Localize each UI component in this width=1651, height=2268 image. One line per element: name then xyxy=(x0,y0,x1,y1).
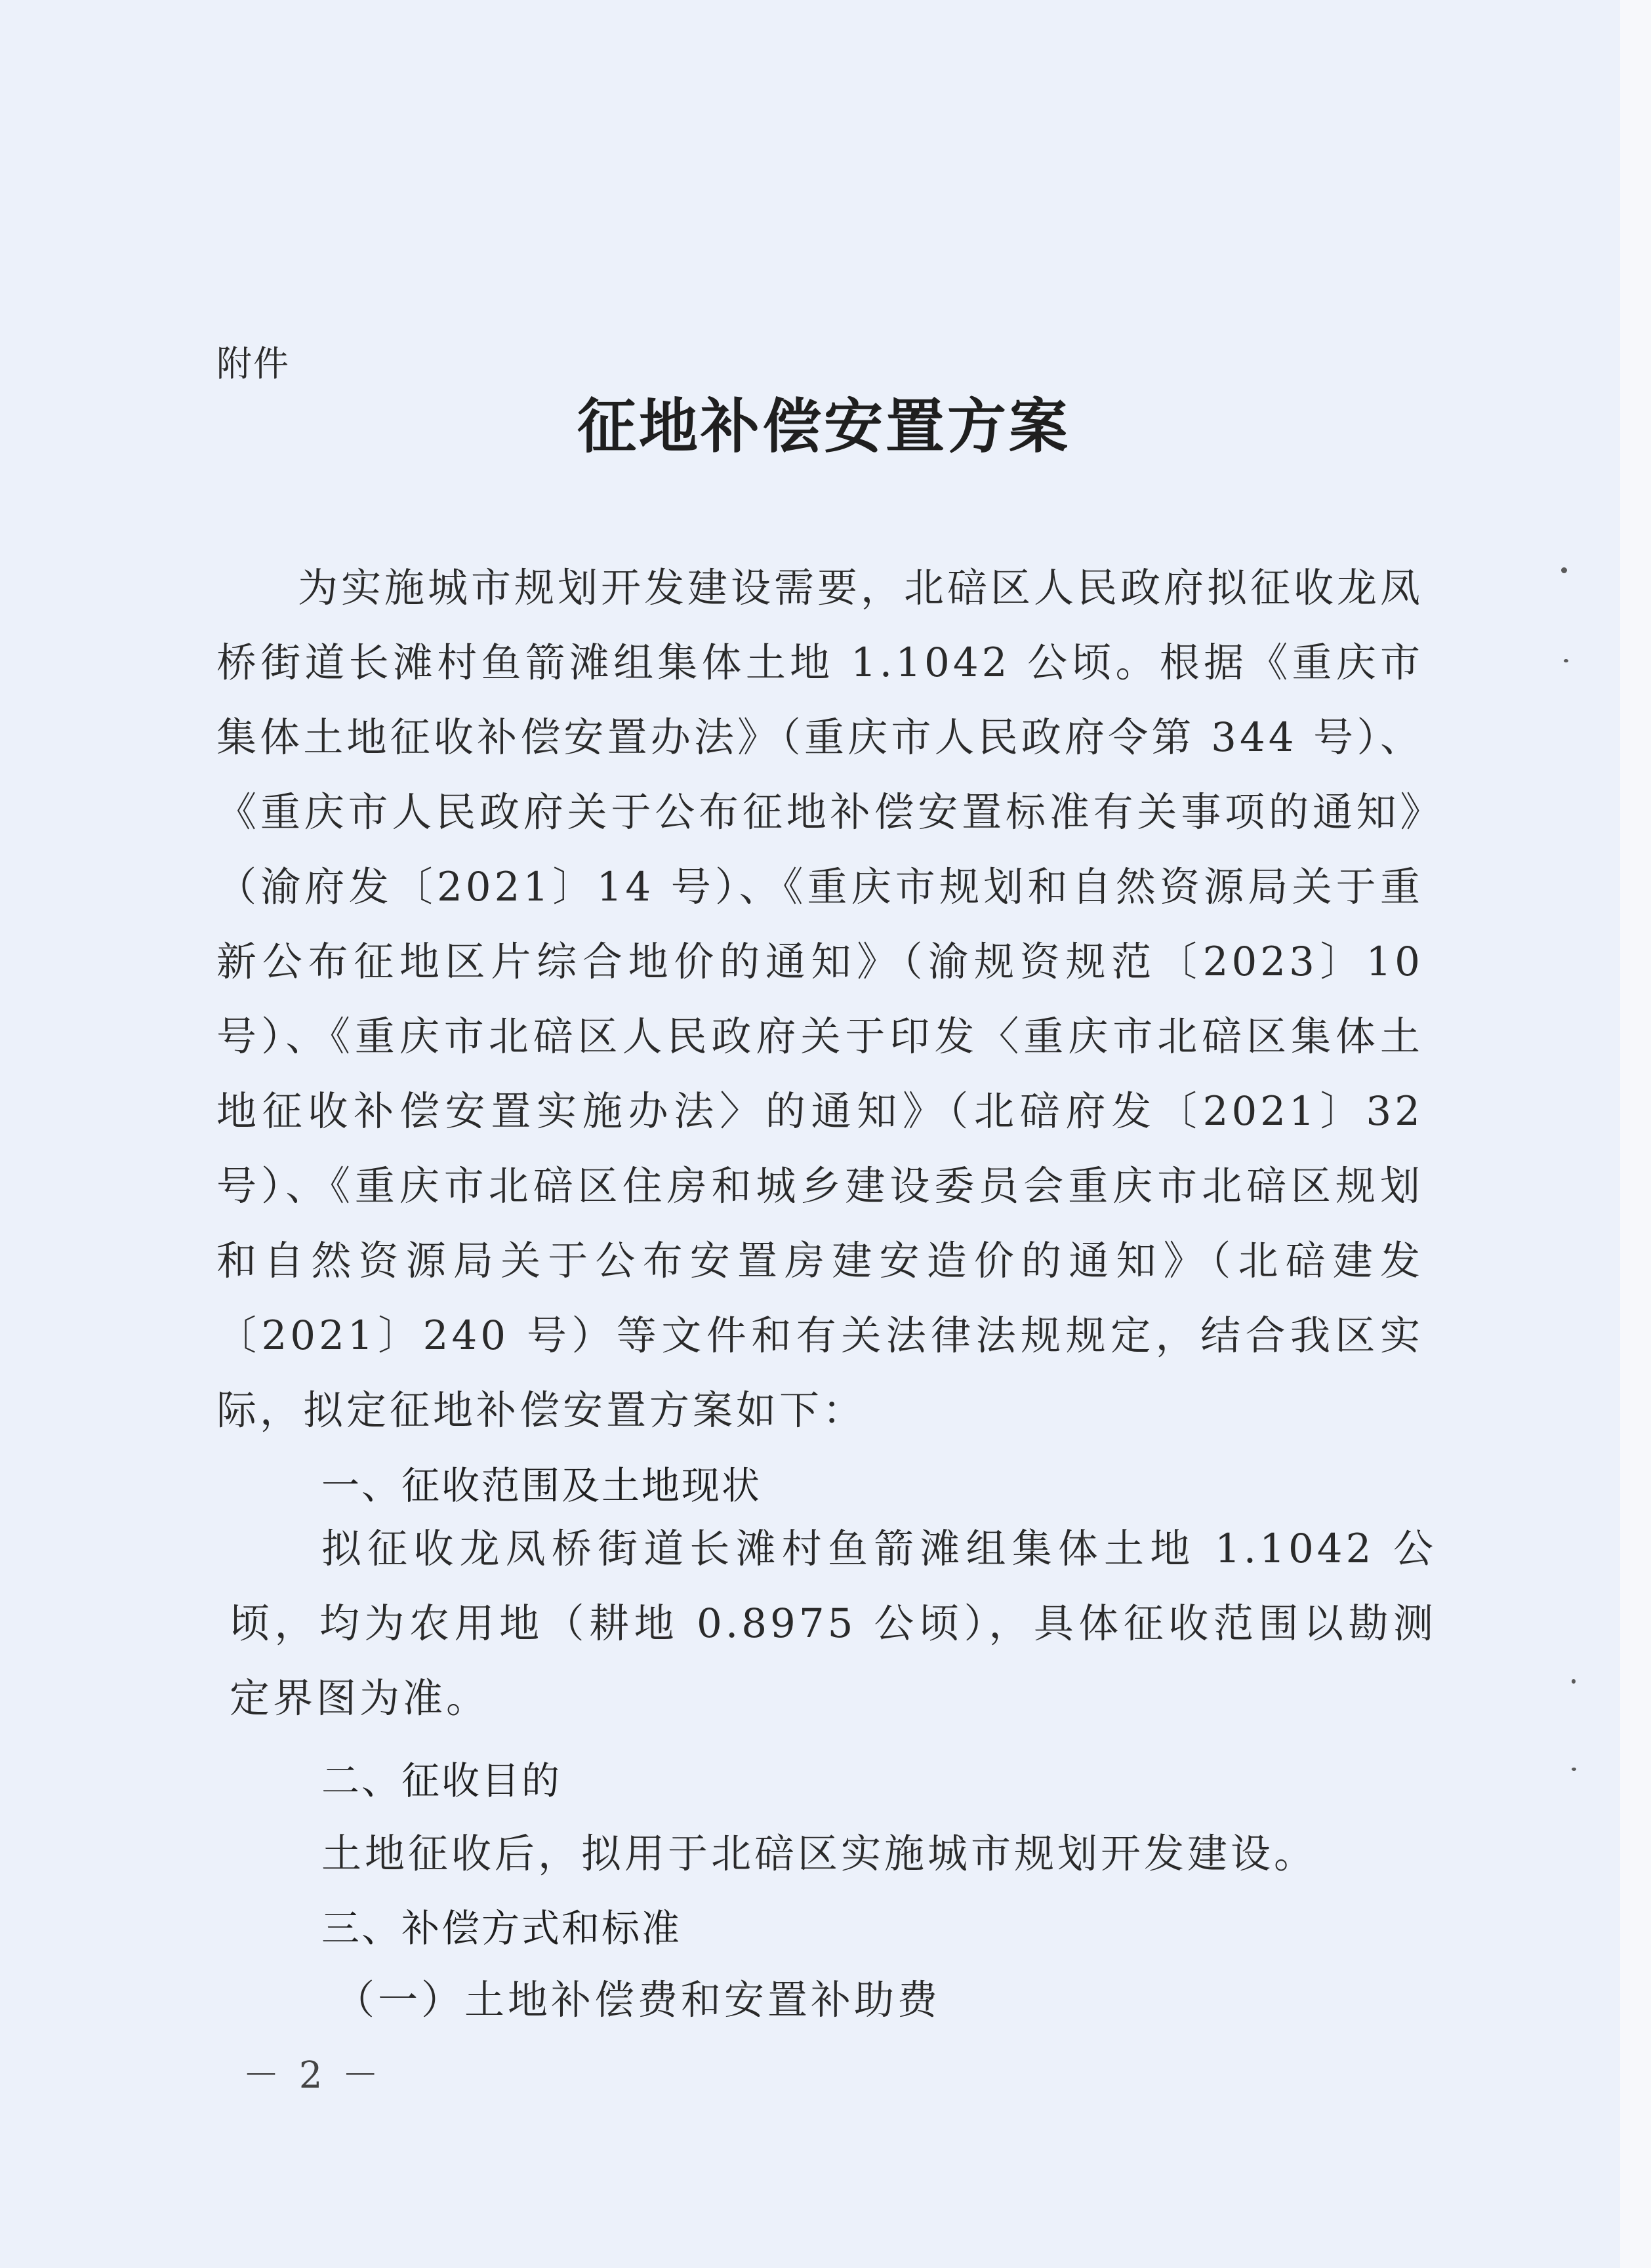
scan-speck xyxy=(1572,1679,1576,1684)
page-number: － 2 － xyxy=(243,2054,383,2097)
section-3-heading: 三、补偿方式和标准 xyxy=(321,1906,682,1951)
intro-paragraph: 为实施城市规划开发建设需要，北碚区人民政府拟征收龙凤桥街道长滩村鱼箭滩组集体土地 1.1042 公顷。根据《重庆市集体土地征收补偿安置办法》（重庆市人民政府令第 344 号）、《重庆市人民政府关于公布征地补偿安置标准有关事项的通知》（渝府发〔2021〕14 号）、《重庆市规划和自然资源局关于重新公布征地区片综合地价的通知》（渝规资规范〔2023〕10 号）、《重庆市北碚区人民政府关于印发〈重庆市北碚区集体土地征收补偿安置实施办法〉的通知》（北碚府发〔2021〕32 号）、《重庆市北碚区住房和城乡建设委员会重庆市北碚区规划和自然资源局关于公布安置房建安造价的通知》（北碚建发〔2021〕240 号）等文件和有关法律法规规定，结合我区实际，拟定征地补偿安置方案如下： xyxy=(216,565,1424,1434)
scan-speck xyxy=(1572,1768,1576,1771)
section-1-heading: 一、征收范围及土地现状 xyxy=(321,1463,762,1508)
scan-speck xyxy=(1564,659,1568,662)
document-title: 征地补偿安置方案 xyxy=(577,392,1070,461)
scan-speck xyxy=(1561,567,1567,573)
scan-edge xyxy=(1620,0,1651,2268)
section-2-body: 土地征收后，拟用于北碚区实施城市规划开发建设。 xyxy=(321,1831,1318,1877)
section-3-subheading: （一）土地补偿费和安置补助费 xyxy=(335,1977,941,2023)
attachment-label: 附件 xyxy=(216,343,290,384)
section-1-body: 拟征收龙凤桥街道长滩村鱼箭滩组集体土地 1.1042 公顷，均为农用地（耕地 0.8975 公顷），具体征收范围以勘测定界图为准。 xyxy=(230,1526,1437,1722)
section-2-heading: 二、征收目的 xyxy=(321,1758,562,1803)
